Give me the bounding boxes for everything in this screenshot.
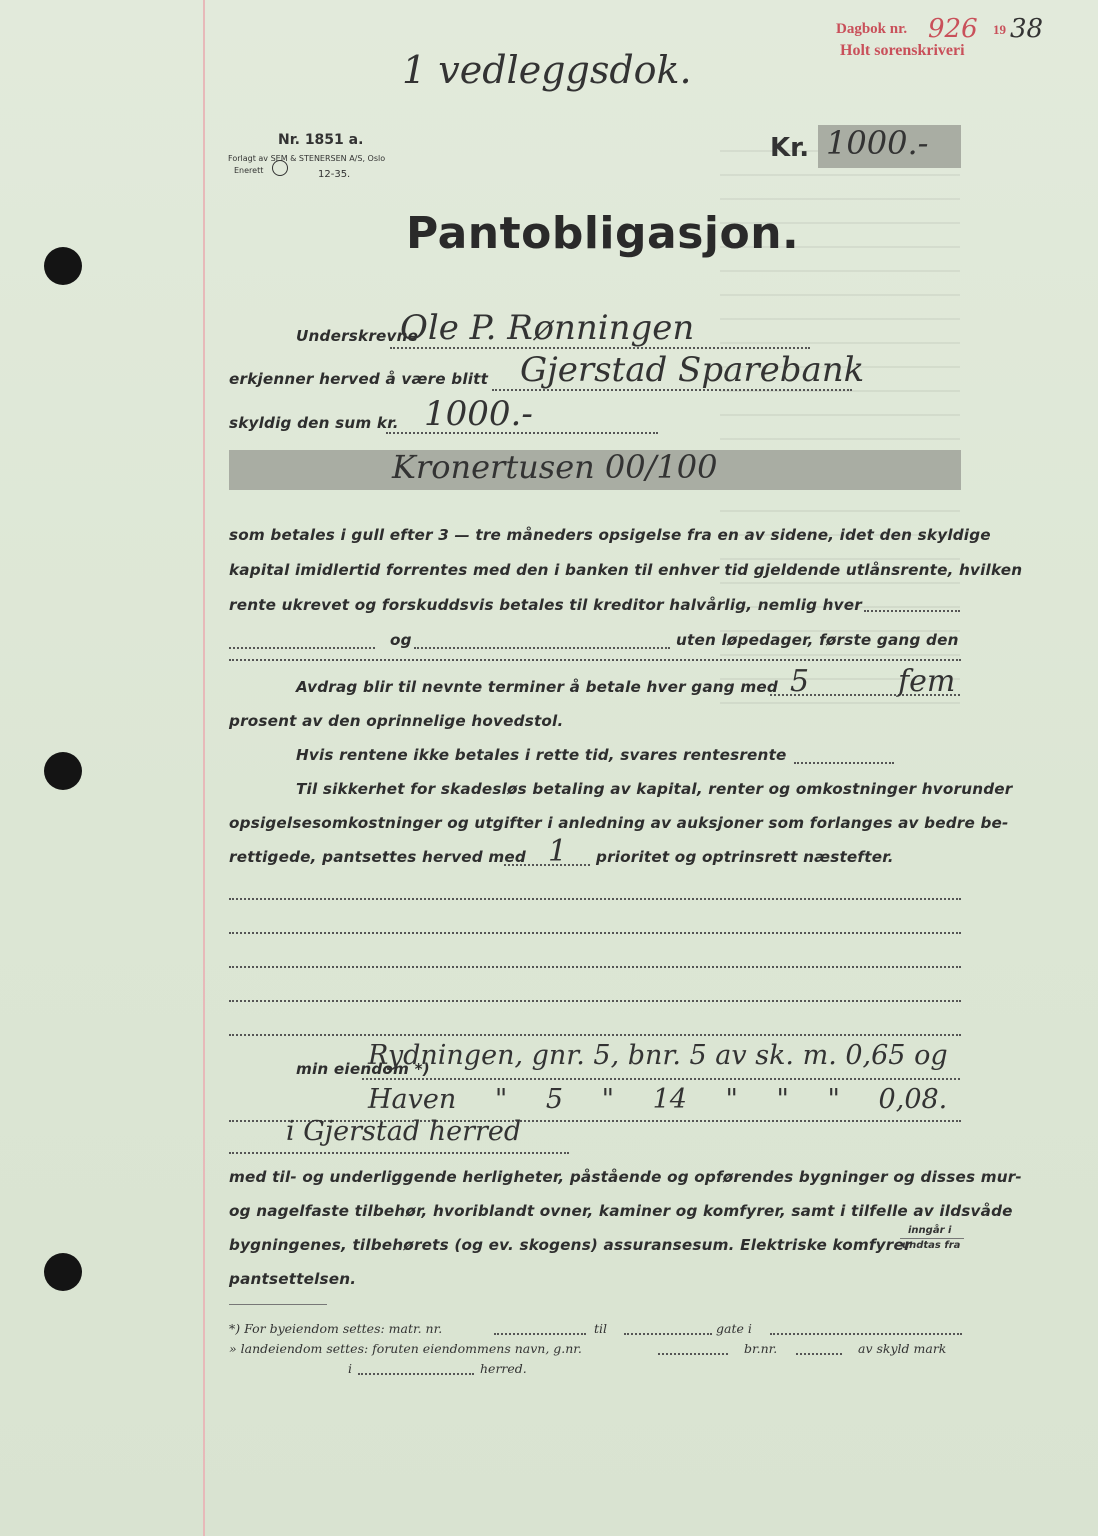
footnote-line-3a: i: [348, 1361, 352, 1376]
underskrevne-line: [390, 347, 810, 349]
closing-line-4: pantsettelsen.: [229, 1270, 357, 1288]
blank-line-4: [229, 1000, 961, 1002]
property-line-1: Rydningen, gnr. 5, bnr. 5 av sk. m. 0,65 og: [368, 1040, 948, 1071]
footnote-line-1c: gate i: [716, 1321, 752, 1336]
first-date-line: [229, 659, 961, 661]
closing-note-divider: [900, 1238, 964, 1239]
hvis-text: Hvis rentene ikke betales i rette tid, svares rentesrente: [296, 746, 787, 764]
body-line-2: kapital imidlertid forrentes med den i banken til enhver tid gjeldende utlånsrente, hvilken: [229, 561, 1023, 579]
footnote-dots-6: [358, 1373, 474, 1375]
footnote-dots-5: [796, 1353, 842, 1355]
publisher-text: Forlagt av SEM & STENERSEN A/S, Oslo: [228, 154, 386, 163]
kr-amount: 1000.-: [826, 124, 929, 162]
closing-note-bottom: undtas fra: [902, 1240, 961, 1251]
creditor-line: [492, 389, 852, 391]
rettigede-text: rettigede, pantsettes herved med: [229, 848, 526, 866]
til-text: Til sikkerhet for skadesløs betaling av kapital, renter og omkostninger hvorunder: [296, 780, 1013, 798]
underskrevne-label: Underskrevne: [296, 327, 419, 345]
stamp-year-suffix: 38: [1010, 14, 1044, 44]
footnote-line-3b: herred.: [480, 1361, 527, 1376]
blank-line-2: [229, 932, 961, 934]
attachment-annotation: 1 vedleggsdok.: [402, 48, 692, 92]
registry-stamp: [836, 20, 907, 38]
footnote-line-2b: br.nr.: [744, 1341, 778, 1356]
body-og: og: [390, 631, 412, 649]
footnote-line-1a: *) For byeiendom settes: matr. nr.: [229, 1321, 443, 1336]
skyldig-label: skyldig den sum kr.: [229, 414, 399, 432]
termin-line-3: [414, 647, 670, 649]
erkjenner-label: erkjenner herved å være blitt: [229, 370, 489, 388]
amount-words: Kronertusen 00/100: [392, 448, 718, 486]
body-line-3: rente ukrevet og forskuddsvis betales til kreditor halvårlig, nemlig hver: [229, 596, 862, 614]
stamp-dagbok-label: Dagbok nr.: [836, 21, 908, 37]
punch-hole-top: [44, 247, 82, 285]
footnote-dots-1: [494, 1333, 586, 1335]
opsigelse-text: opsigelsesomkostninger og utgifter i anledning av auksjoner som forlanges av bedre be-: [229, 814, 1009, 832]
avdrag-word: fem: [898, 664, 956, 699]
termin-line-2: [229, 647, 375, 649]
publisher-enerett: Enerett: [234, 166, 264, 175]
priority-line: [504, 864, 590, 866]
body-line-1: som betales i gull efter 3 — tre måneders opsigelse fra en av sidene, idet den skyldige: [229, 526, 991, 544]
publisher-logo-icon: [272, 160, 288, 176]
footnote-line-1b: til: [594, 1321, 608, 1336]
kr-label: Kr.: [770, 133, 810, 163]
avdrag-text: Avdrag blir til nevnte terminer å betale hver gang med: [296, 678, 778, 696]
closing-line-1: med til- og underliggende herligheter, påstående og opførendes bygninger og disses mur-: [229, 1168, 1022, 1186]
closing-line-2: og nagelfaste tilbehør, hvoriblandt ovner, kaminer og komfyrer, samt i tilfelle av ildsvåde: [229, 1202, 1013, 1220]
sum-value: 1000.-: [424, 394, 533, 434]
stamp-office: Holt sorenskriveri: [840, 42, 965, 59]
sum-line: [386, 432, 658, 434]
publisher-line: [228, 154, 385, 163]
publisher-date: 12-35.: [318, 169, 351, 180]
debtor-name: Ole P. Rønningen: [400, 308, 695, 348]
footnote-line-2a: » landeiendom settes: foruten eiendommens navn, g.nr.: [229, 1341, 582, 1356]
property-underline-3: [229, 1152, 569, 1154]
priority-number: 1: [548, 834, 568, 869]
property-underline-1: [362, 1078, 960, 1080]
blank-line-3: [229, 966, 961, 968]
stamp-year-prefix: 19: [993, 22, 1006, 37]
footnote-line-2c: av skyld mark: [858, 1341, 947, 1356]
closing-line-3: bygningenes, tilbehørets (og ev. skogens) assuransesum. Elektriske komfyrer: [229, 1236, 912, 1254]
blank-line-1: [229, 898, 961, 900]
rentesrente-line: [794, 762, 894, 764]
footnote-dots-4: [658, 1353, 728, 1355]
avdrag-number: 5: [790, 664, 810, 699]
creditor-name: Gjerstad Sparebank: [520, 350, 865, 390]
property-label: min eiendom *): [296, 1060, 430, 1078]
property-line-3: i Gjerstad herred: [286, 1116, 522, 1147]
closing-note-top: inngår i: [908, 1225, 952, 1236]
footnote-dots-3: [770, 1333, 962, 1335]
footnote-rule: [229, 1304, 327, 1305]
stamp-dagbok-number: 926: [928, 14, 978, 44]
priority-text: prioritet og optrinsrett næstefter.: [596, 848, 894, 866]
punch-hole-middle: [44, 752, 82, 790]
termin-line-1: [864, 610, 960, 612]
punch-hole-bottom: [44, 1253, 82, 1291]
footnote-dots-2: [624, 1333, 712, 1335]
document-title: Pantobligasjon.: [406, 208, 800, 259]
blank-line-5: [229, 1034, 961, 1036]
body-line-4: uten løpedager, første gang den: [676, 631, 959, 649]
form-number: Nr. 1851 a.: [278, 132, 364, 148]
margin-line: [203, 0, 205, 1536]
property-line-2: Haven " 5 " 14 " " " 0,08.: [368, 1084, 948, 1115]
prosent-text: prosent av den oprinnelige hovedstol.: [229, 712, 564, 730]
